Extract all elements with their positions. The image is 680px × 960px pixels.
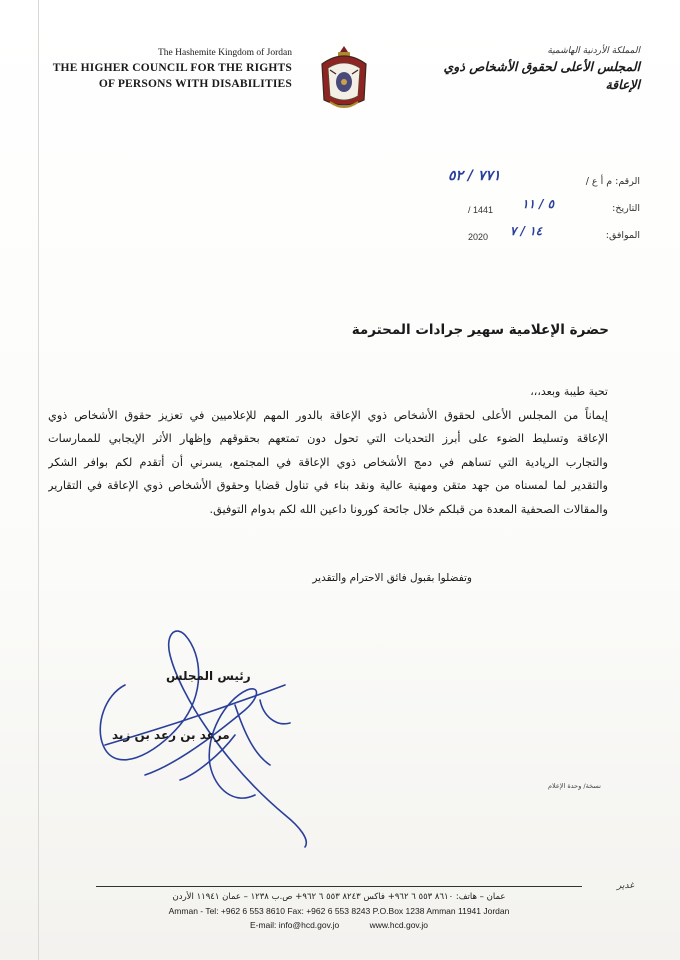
addressee: حضرة الإعلامية سهير جرادات المحترمة [351,322,609,338]
footer-arabic-address: عمان – هاتف: ٨٦١٠ ٥٥٣ ٦ ٩٦٢+ فاكس ٨٢٤٣ ٥٥٣ ٦ ٩٦٢+ ص.ب ١٢٣٨ – عمان ١١٩٤١ الأردن [172,892,506,902]
gregorian-date-handwritten: ١٤ / ٧ [510,224,543,238]
hijri-date-row [440,199,640,226]
signatory-name: مرعد بن رعد بن زيد [112,728,230,742]
gregorian-year-printed: 2020 [468,232,489,242]
body-line: والتقدير لما لمسناه من جهد متقن ومهنية عالية ونقد بناء في تناول قضايا وحقوق الأشخاص ذوي الإعاقة في التقارير [48,479,608,492]
copy-note: نسخة/ وحدة الإعلام [548,782,601,790]
english-letterhead [42,46,292,92]
reference-number-handwritten: ٧٧١ / ٥٢ [448,168,501,184]
hijri-year-printed: 1441 / [468,205,494,215]
english-council-name-line1: THE HIGHER COUNCIL FOR THE RIGHTS [52,62,292,74]
footer [96,890,582,932]
coat-of-arms-emblem [316,42,372,112]
reference-block [440,168,640,253]
reference-number-row [440,168,640,199]
body-line: الإعاقة وتسليط الضوء على أبرز التحديات التي تحول دون تمتعهم بحقوقهم وإظهار الأثر الإيجابي للممارسات [48,432,608,445]
letter-body [48,380,608,521]
greeting: تحية طيبة وبعد،،، [530,385,608,398]
gregorian-date-row [440,226,640,253]
footer-divider [96,886,582,887]
gregorian-date-label: الموافق: [605,230,640,241]
page-edge-shadow [38,0,39,960]
hijri-date-handwritten: ٥ / ١١ [522,197,555,211]
footer-website: www.hcd.gov.jo [369,920,429,930]
reference-number-label: الرقم: م أ ع / [585,176,640,187]
closing-salutation: وتفضلوا بقبول فائق الاحترام والتقدير [312,572,472,584]
arabic-kingdom-name: المملكة الأردنية الهاشمية [547,46,640,56]
body-line: والمقالات الصحفية المعدة من قبلكم خلال جائحة كورونا داعين الله لكم بدوام التوفيق. [209,502,608,516]
footer-english-address: Amman - Tel: +962 6 553 8610 Fax: +962 6 553 8243 P.O.Box 1238 Amman 11941 Jordan [168,906,510,916]
arabic-council-name: المجلس الأعلى لحقوق الأشخاص ذوي الإعاقة [443,59,640,92]
signatory-title: رئيس المجلس [166,669,251,683]
hijri-date-label: التاريخ: [612,203,640,214]
footer-email: E-mail: info@hcd.gov.jo [249,920,340,930]
body-line: إيماناً من المجلس الأعلى لحقوق الأشخاص ذوي الإعاقة بالدور المهم للإعلاميين في تعزيز حقوق الأشخاص ذوي [48,408,608,422]
typist-initials: غدير [617,881,634,891]
body-line: والتجارب الريادية التي تساهم في دمج الأشخاص ذوي الإعاقة في المجتمع، يسرني أن أتقدم لكم بوافر الشكر [48,455,608,469]
footer-contacts [96,918,582,932]
arabic-letterhead [440,44,640,94]
english-kingdom-name: The Hashemite Kingdom of Jordan [157,48,292,58]
english-council-name-line2: OF PERSONS WITH DISABILITIES [98,78,292,90]
